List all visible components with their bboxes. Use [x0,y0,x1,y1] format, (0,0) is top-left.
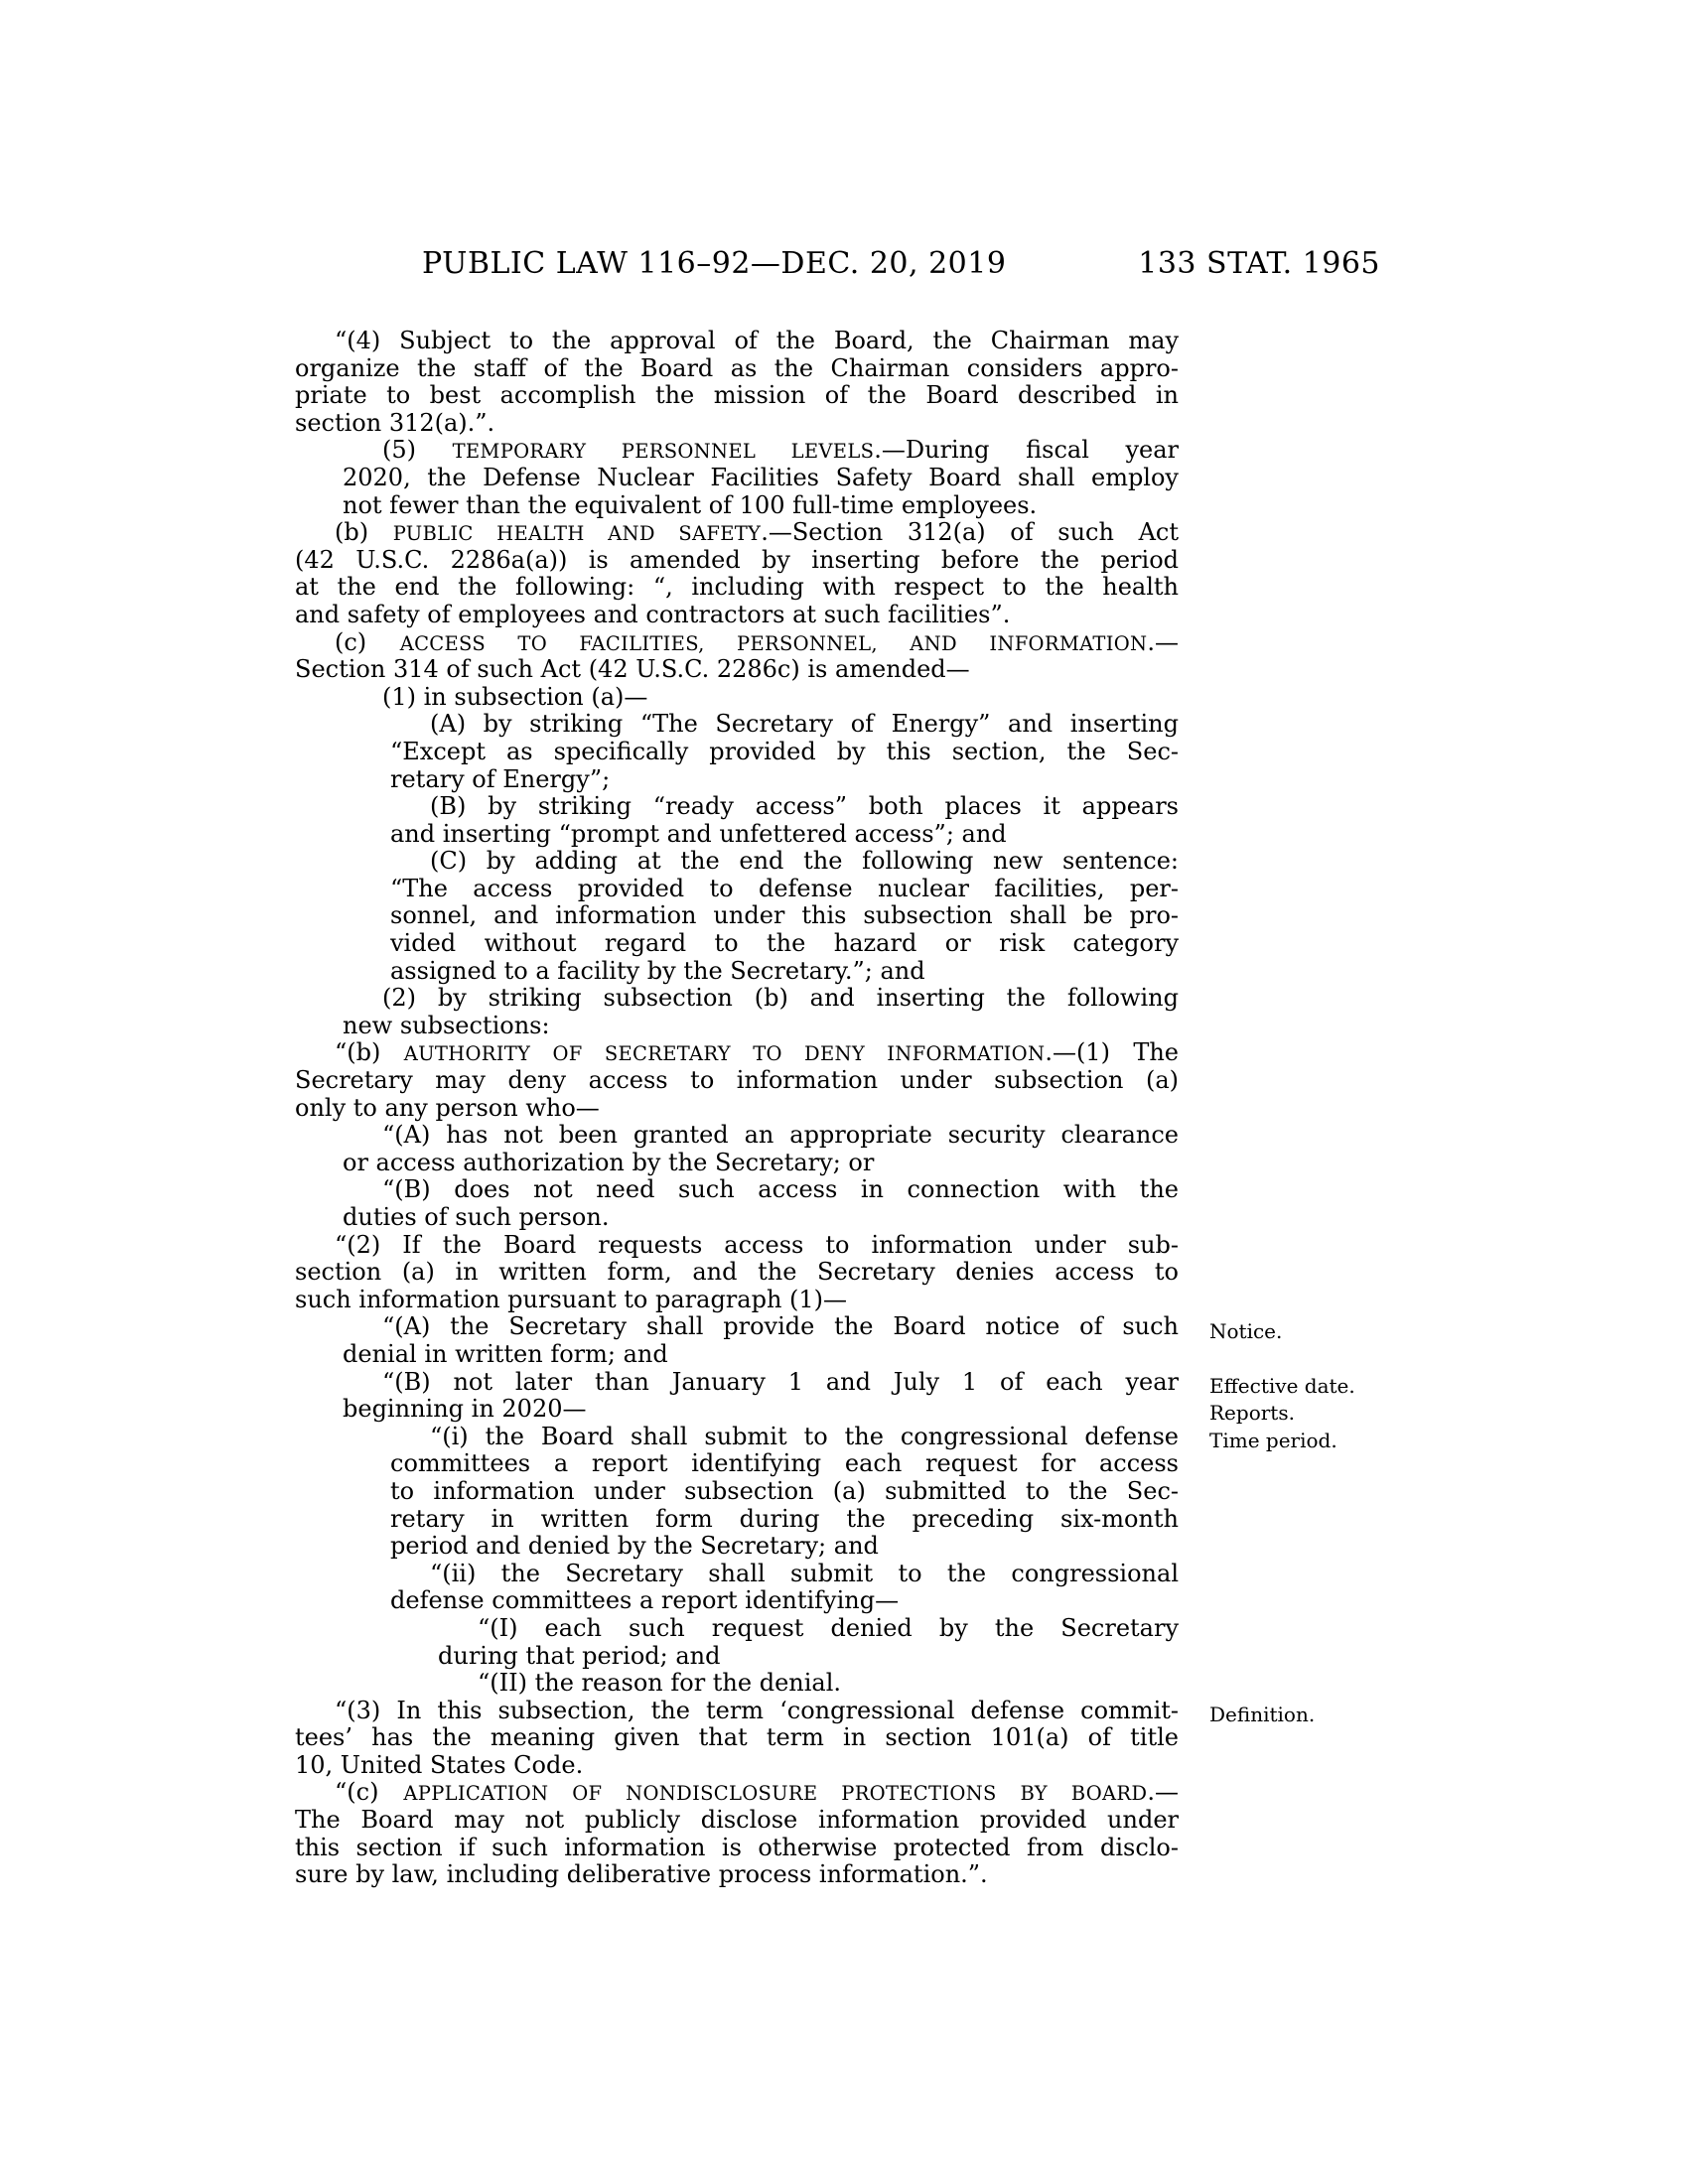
text-line [390,958,1179,986]
text-line [343,1013,1179,1040]
text-line [343,1204,1179,1232]
statute-text: .—Section 312(a) of such Act [761,519,1179,547]
text-line [382,1313,1179,1341]
text-line [295,410,1179,438]
statute-text: to information under subsection (a) submitted to the Sec- [390,1477,1179,1505]
statute-text: (c) [335,628,400,656]
text-line [295,656,1179,684]
margin-note [1209,1428,1487,1455]
text-line [390,1533,1179,1561]
text-line [430,793,1179,821]
statute-text: .—(1) The [1045,1039,1179,1067]
statute-text: retary in written form during the preceding six-month [390,1505,1179,1533]
text-line [295,1835,1179,1862]
small-caps-heading-text: TEMPORARY PERSONNEL LEVELS [452,440,875,464]
text-line [343,1341,1179,1369]
text-line [295,1287,1179,1314]
text-line [295,574,1179,602]
statute-text: duties of such person. [343,1203,610,1231]
statute-text: denial in written form; and [343,1339,668,1368]
statute-text: defense committees a report identifying— [390,1586,900,1615]
text-line [295,355,1179,383]
statute-text: “Except as specifically provided by this section, the Sec- [390,738,1179,765]
statute-text: “The access provided to defense nuclear facilities, per- [390,875,1179,902]
text-line [343,1150,1179,1177]
text-line [335,1232,1179,1260]
statute-text: only to any person who— [295,1093,600,1122]
statute-text: section (a) in written form, and the Secretary denies access to [295,1259,1179,1287]
statute-text: sure by law, including deliberative process information.”. [295,1860,988,1889]
margin-note [1209,1702,1487,1729]
text-line [390,876,1179,903]
statute-text: period and denied by the Secretary; and [390,1532,879,1561]
text-line [335,519,1179,547]
text-line [430,711,1179,739]
small-caps-heading-text: AUTHORITY OF SECRETARY TO DENY INFORMATION [403,1042,1046,1066]
text-line [343,492,1179,520]
text-line [295,1752,1179,1780]
statute-text: (b) [335,519,393,547]
text-line [390,739,1179,766]
statute-text: vided without regard to the hazard or risk category [390,930,1179,958]
text-line [390,821,1179,849]
margin-note-line: Effective date. [1209,1373,1355,1398]
statute-text: 10, United States Code. [295,1750,584,1779]
text-line [390,766,1179,794]
statute-text: (2) by striking subsection (b) and inserting the following [382,985,1179,1013]
statute-text: “(3) In this subsection, the term ‘congressional defense commit- [335,1697,1179,1724]
margin-note-line: Definition. [1209,1703,1316,1726]
text-line [478,1670,1179,1698]
margin-note [1209,1373,1487,1428]
statute-text: and safety of employees and contractors at such facilities”. [295,600,1011,628]
running-header-statute-page-number: 133 STAT. 1965 [1138,246,1380,281]
margin-note-line: Reports. [1209,1401,1295,1426]
statute-text: “(II) the reason for the denial. [478,1669,842,1698]
margin-note-line: Notice. [1209,1318,1283,1343]
statute-text: “(2) If the Board requests access to information under sub- [335,1231,1179,1259]
text-line [295,1095,1179,1123]
text-line [335,629,1179,657]
statute-text: or access authorization by the Secretary; or [343,1148,875,1176]
statute-text: at the end the following: “, including with respect to the health [295,574,1179,602]
statute-text: this section if such information is otherwise protected from disclo- [295,1834,1179,1861]
text-line [382,1369,1179,1397]
statute-text: during that period; and [438,1641,721,1670]
text-line [390,1450,1179,1478]
text-line [390,930,1179,958]
text-line [295,547,1179,575]
text-line [438,1643,1179,1671]
statute-text: and inserting “prompt and unfettered access”; and [390,819,1007,848]
statute-text: (C) by adding at the end the following new sentence: [430,848,1179,876]
statute-text: tees’ has the meaning given that term in section 101(a) of title [295,1724,1179,1752]
text-line [382,1176,1179,1204]
statute-text: Secretary may deny access to information under subsection (a) [295,1067,1179,1095]
statute-text: (5) [382,437,453,465]
statute-text: “(c) [335,1779,404,1807]
margin-note [1209,1318,1487,1346]
text-line [430,1424,1179,1451]
text-line [295,1807,1179,1835]
statute-text: sonnel, and information under this subsection shall be pro- [390,902,1179,930]
text-line [335,1039,1179,1067]
text-line [382,1122,1179,1150]
statute-text: organize the staff of the Board as the Chairman considers appro- [295,354,1179,382]
text-line [295,1067,1179,1095]
text-line [390,1587,1179,1615]
statute-text: not fewer than the equivalent of 100 full-time employees. [343,490,1038,519]
text-line [343,465,1179,492]
statute-text: priate to best accomplish the mission of the Board described in [295,382,1179,410]
statute-text: “(b) [335,1039,404,1067]
text-line [382,437,1179,465]
statute-text: “(ii) the Secretary shall submit to the congressional [430,1560,1179,1587]
statute-text: .— [1147,628,1179,656]
statute-text: “(B) does not need such access in connection with the [382,1176,1179,1204]
statute-text: “(i) the Board shall submit to the congressional defense [430,1423,1179,1450]
statute-text: committees a report identifying each request for access [390,1450,1179,1478]
text-line [390,902,1179,930]
text-line [295,382,1179,410]
text-line [478,1615,1179,1643]
statute-text: Section 314 of such Act (42 U.S.C. 2286c) is amended— [295,655,970,684]
statute-text: beginning in 2020— [343,1395,587,1424]
statute-text: “(I) each such request denied by the Secretary [478,1614,1179,1642]
text-line [335,1698,1179,1725]
statute-text: “(4) Subject to the approval of the Board, the Chairman may [335,328,1179,354]
statute-text: (B) by striking “ready access” both places it appears [430,793,1179,821]
small-caps-heading-text: ACCESS TO FACILITIES, PERSONNEL, AND INFORMATION [399,631,1148,655]
text-line [430,848,1179,876]
statute-text: “(A) has not been granted an appropriate security clearance [382,1122,1179,1150]
small-caps-heading-text: APPLICATION OF NONDISCLOSURE PROTECTIONS BY BOARD [403,1782,1148,1806]
statute-text: .—During fiscal year [874,437,1179,465]
statute-text: 2020, the Defense Nuclear Facilities Safety Board shall employ [343,464,1179,491]
margin-note-line: Time period. [1209,1429,1337,1452]
statute-text: “(B) not later than January 1 and July 1 of each year [382,1368,1179,1396]
text-line [335,328,1179,355]
statute-text: (1) in subsection (a)— [382,682,648,711]
text-line [295,1724,1179,1752]
text-line [295,1861,1179,1889]
statute-text: assigned to a facility by the Secretary.”; and [390,956,925,985]
text-line [430,1561,1179,1588]
text-line [295,1259,1179,1287]
statute-text: section 312(a).”. [295,408,495,437]
running-header-law-title: PUBLIC LAW 116–92—DEC. 20, 2019 [422,246,1007,281]
text-line [295,602,1179,629]
body-text [295,328,1179,1889]
text-line [390,1506,1179,1534]
statute-text: such information pursuant to paragraph (1)— [295,1285,848,1313]
small-caps-heading-text: PUBLIC HEALTH AND SAFETY [392,522,762,546]
statute-text: The Board may not publicly disclose information provided under [295,1807,1179,1835]
statute-text: (42 U.S.C. 2286a(a)) is amended by inserting before the period [295,546,1179,574]
text-line [390,1478,1179,1506]
text-line [343,1396,1179,1424]
text-line [382,684,1179,712]
statute-text: new subsections: [343,1011,550,1039]
statute-text: .— [1147,1779,1179,1807]
statute-text: “(A) the Secretary shall provide the Board notice of such [382,1313,1179,1341]
text-line [382,985,1179,1013]
statute-text: (A) by striking “The Secretary of Energy” and inserting [430,711,1179,739]
statute-text: retary of Energy”; [390,764,611,793]
text-line [335,1779,1179,1807]
